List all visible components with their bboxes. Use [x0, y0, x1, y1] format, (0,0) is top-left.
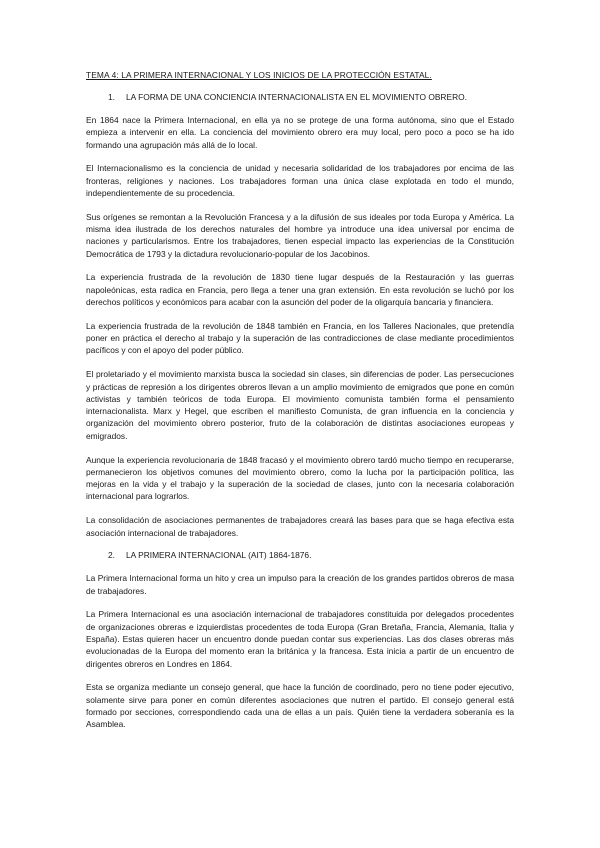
paragraph: La Primera Internacional es una asociación internacional de trabajadores constituida por delegados procedentes de organizaciones obreras e izquierdistas procedentes de toda Europa (Gran Bretaña, Francia, Alemania, Italia y España). Estas quieren hacer un encuentro donde puedan contar sus experiencias. Las dos clases obreras más evolucionadas de la Europa del momento eran la británica y la francesa. Esta inicia a partir de un encuentro de dirigentes obreros en Londres en 1864. — [86, 609, 514, 669]
paragraph: La Primera Internacional forma un hito y crea un impulso para la creación de los grandes partidos obreros de masa de trabajadores. — [86, 573, 514, 596]
section-1-heading — [86, 92, 514, 102]
section-2-title: LA PRIMERA INTERNACIONAL (AIT) 1864-1876. — [126, 550, 312, 561]
paragraph: Esta se organiza mediante un consejo general, que hace la función de coordinado, pero no tiene poder ejecutivo, solamente sirve para poner en común diferentes asociaciones que nutren el partido. El consejo general está formado por secciones, correspondiendo cada una de ellas a un país. Quién tiene la verdadera soberanía es la Asamblea. — [86, 682, 514, 730]
paragraph: El proletariado y el movimiento marxista busca la sociedad sin clases, sin diferencias de poder. Las persecuciones y prácticas de represión a los dirigentes obreros llevan a un amplio movimiento de emigrados que pone en común activistas y también teóricos de toda Europa. El movimiento comunista también forma el pensamiento internacionalista. Marx y Hegel, que escriben el manifiesto Comunista, de gran influencia en la conciencia y organización del movimiento obrero posterior, fruto de la colaboración de distintas asociaciones europeas y emigrados. — [86, 369, 514, 441]
section-2-heading — [86, 550, 514, 560]
paragraph: La experiencia frustrada de la revolución de 1830 tiene lugar después de la Restauración y las guerras napoleónicas, esta radica en Francia, pero llega a tener una gran extensión. En esta revolución se luchó por los derechos políticos y económicos para acabar con la asunción del poder de la oligarquía bancaria y financiera. — [86, 272, 514, 308]
paragraph: El Internacionalismo es la conciencia de unidad y necesaria solidaridad de los trabajadores por encima de las fronteras, religiones y naciones. Los trabajadores forman una única clase explotada en todo el mundo, independientemente de su procedencia. — [86, 163, 514, 198]
paragraph: La consolidación de asociaciones permanentes de trabajadores creará las bases para que se haga efectiva esta asociación internacional de trabajadores. — [86, 515, 514, 538]
paragraph: Sus orígenes se remontan a la Revolución Francesa y a la difusión de sus ideales por toda Europa y América. La misma idea ilustrada de los derechos naturales del hombre ya introduce una idea universal por encima de naciones y particularismos. Entre los trabajadores, tienen especial impacto las experiencias de la Constitución Democrática de 1793 y la dictadura revolucionario-popular de los Jacobinos. — [86, 211, 514, 259]
document-title: TEMA 4: LA PRIMERA INTERNACIONAL Y LOS INICIOS DE LA PROTECCIÓN ESTATAL. — [86, 70, 432, 80]
section-2-number: 2. — [108, 550, 115, 561]
paragraph: La experiencia frustrada de la revolución de 1848 también en Francia, en los Talleres Nacionales, que pretendía poner en práctica el derecho al trabajo y la superación de las contradicciones de clase mediante procedimientos pacíficos y con el apoyo del poder público. — [86, 320, 514, 356]
document-page — [86, 70, 514, 742]
section-1-title: LA FORMA DE UNA CONCIENCIA INTERNACIONALISTA EN EL MOVIMIENTO OBRERO. — [126, 92, 467, 102]
paragraph: Aunque la experiencia revolucionaria de 1848 fracasó y el movimiento obrero tardó mucho tiempo en recuperarse, permanecieron los objetivos comunes del movimiento obrero, como la lucha por la participación política, las mejoras en la vida y el trabajo y la superación de la sociedad de clases, junto con la necesaria colaboración internacional para lograrlos. — [86, 454, 514, 502]
section-1-number: 1. — [108, 92, 115, 102]
paragraph: En 1864 nace la Primera Internacional, en ella ya no se protege de una forma autónoma, sino que el Estado empieza a intervenir en ella. La conciencia del movimiento obrero era muy local, pero poco a poco se ha ido formando una agrupación más allá de lo local. — [86, 115, 514, 150]
